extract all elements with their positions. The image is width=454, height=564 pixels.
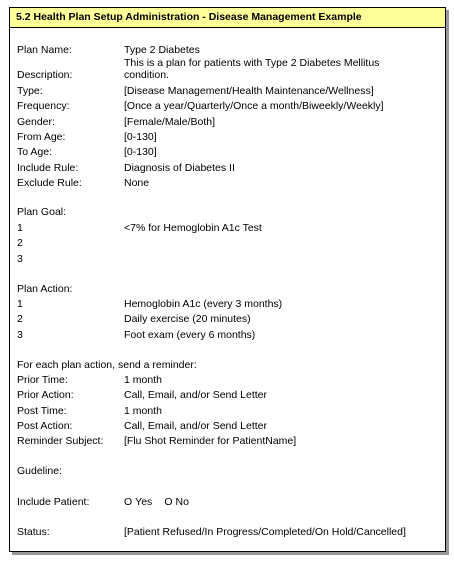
panel-title: 5.2 Health Plan Setup Administration - Disease Management Example bbox=[10, 8, 445, 28]
description-label: Description: bbox=[17, 69, 73, 81]
radio-circle-icon: O bbox=[164, 496, 173, 508]
exclude-rule-label: Exclude Rule: bbox=[17, 177, 82, 189]
include-patient-label: Include Patient: bbox=[17, 496, 90, 508]
from-age-label: From Age: bbox=[17, 131, 66, 143]
include-rule-value: Diagnosis of Diabetes II bbox=[124, 162, 235, 174]
prior-time-value: 1 month bbox=[124, 374, 162, 386]
post-time-value: 1 month bbox=[124, 405, 162, 417]
frequency-label: Frequency: bbox=[17, 100, 70, 112]
reminder-intro: For each plan action, send a reminder: bbox=[17, 359, 197, 371]
include-patient-radio-group bbox=[124, 496, 189, 509]
plan-goal-num-1: 1 bbox=[17, 222, 23, 234]
to-age-value: [0-130] bbox=[124, 146, 157, 158]
from-age-value: [0-130] bbox=[124, 131, 157, 143]
radio-circle-icon: O bbox=[124, 496, 133, 508]
post-action-value: Call, Email, and/or Send Letter bbox=[124, 420, 267, 432]
include-patient-yes-radio[interactable] bbox=[124, 496, 152, 509]
status-value: [Patient Refused/In Progress/Completed/On Hold/Cancelled] bbox=[124, 526, 406, 538]
plan-action-num-2: 2 bbox=[17, 313, 23, 325]
prior-action-label: Prior Action: bbox=[17, 389, 74, 401]
plan-goal-num-2: 2 bbox=[17, 237, 23, 249]
description-line-2: condition. bbox=[124, 69, 169, 81]
frequency-value: [Once a year/Quarterly/Once a month/Biweekly/Weekly] bbox=[124, 100, 384, 112]
description-line-1: This is a plan for patients with Type 2 Diabetes Mellitus bbox=[124, 57, 380, 69]
include-patient-no-label: No bbox=[175, 496, 189, 508]
plan-goal-text-1: <7% for Hemoglobin A1c Test bbox=[124, 222, 262, 234]
include-patient-no-radio[interactable] bbox=[164, 496, 189, 509]
prior-action-value: Call, Email, and/or Send Letter bbox=[124, 389, 267, 401]
include-rule-label: Include Rule: bbox=[17, 162, 79, 174]
plan-action-label: Plan Action: bbox=[17, 283, 73, 295]
plan-name-value: Type 2 Diabetes bbox=[124, 44, 200, 56]
to-age-label: To Age: bbox=[17, 146, 53, 158]
plan-action-num-3: 3 bbox=[17, 329, 23, 341]
status-label: Status: bbox=[17, 526, 50, 538]
plan-goal-label: Plan Goal: bbox=[17, 206, 67, 218]
type-label: Type: bbox=[17, 85, 43, 97]
plan-name-label: Plan Name: bbox=[17, 44, 72, 56]
reminder-subject-label: Reminder Subject: bbox=[17, 435, 104, 447]
guideline-label: Gudeline: bbox=[17, 465, 62, 477]
type-value: [Disease Management/Health Maintenance/Wellness] bbox=[124, 85, 374, 97]
post-action-label: Post Action: bbox=[17, 420, 73, 432]
gender-label: Gender: bbox=[17, 116, 55, 128]
exclude-rule-value: None bbox=[124, 177, 150, 189]
plan-setup-panel bbox=[9, 7, 446, 552]
plan-goal-num-3: 3 bbox=[17, 253, 23, 265]
plan-action-text-2: Daily exercise (20 minutes) bbox=[124, 313, 251, 325]
reminder-subject-value: [Flu Shot Reminder for PatientName] bbox=[124, 435, 297, 447]
plan-action-text-3: Foot exam (every 6 months) bbox=[124, 329, 256, 341]
plan-action-num-1: 1 bbox=[17, 298, 23, 310]
include-patient-yes-label: Yes bbox=[135, 496, 153, 508]
plan-action-text-1: Hemoglobin A1c (every 3 months) bbox=[124, 298, 283, 310]
post-time-label: Post Time: bbox=[17, 405, 67, 417]
gender-value: [Female/Male/Both] bbox=[124, 116, 216, 128]
prior-time-label: Prior Time: bbox=[17, 374, 68, 386]
